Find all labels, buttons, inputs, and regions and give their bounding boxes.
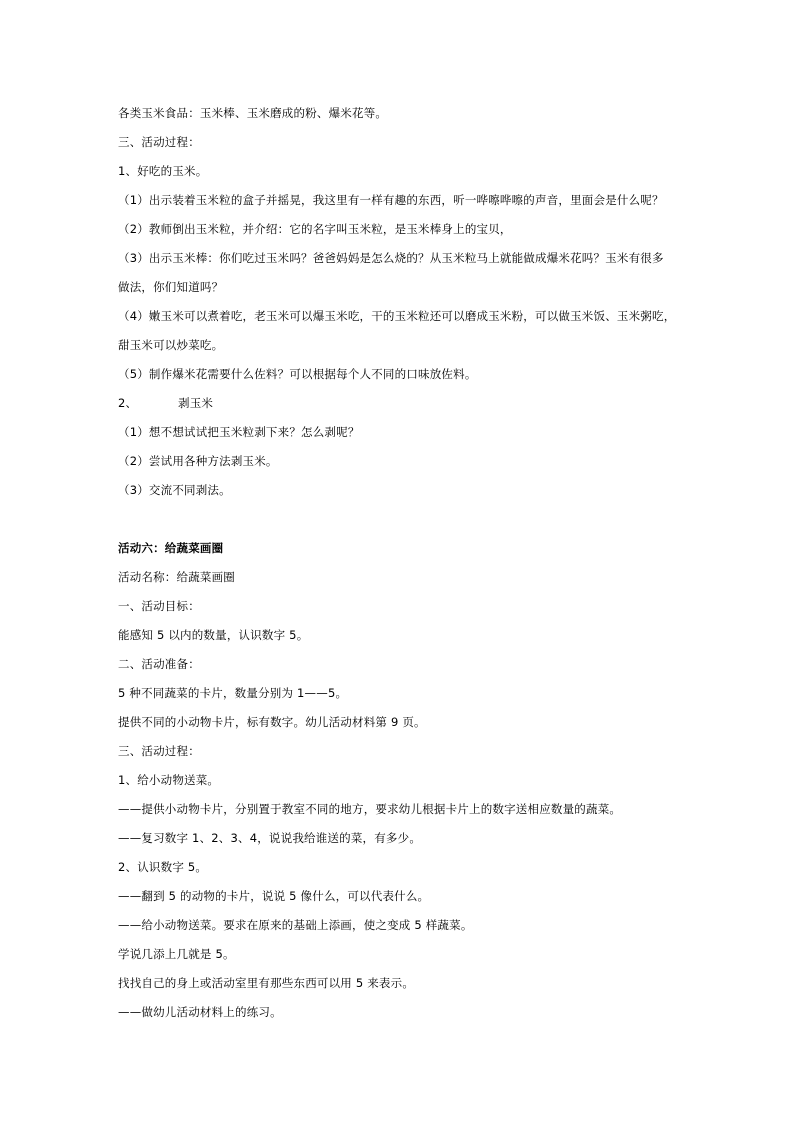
paragraph: （1）出示装着玉米粒的盒子并摇晃，我这里有一样有趣的东西，听一哗嚓哗嚓的声音，里面会是什么呢？ <box>118 193 664 207</box>
paragraph: 能感知 5 以内的数量，认识数字 5。 <box>118 628 309 642</box>
paragraph: ——翻到 5 的动物的卡片，说说 5 像什么，可以代表什么。 <box>118 889 430 903</box>
list-number: 2、 <box>118 396 138 410</box>
paragraph: 做法，你们知道吗？ <box>118 280 224 294</box>
paragraph: （5）制作爆米花需要什么佐料？可以根据每个人不同的口味放佐料。 <box>118 367 477 381</box>
paragraph: 2、认识数字 5。 <box>118 860 208 874</box>
paragraph: 5 种不同蔬菜的卡片，数量分别为 1——5。 <box>118 686 348 700</box>
paragraph: ——给小动物送菜。要求在原来的基础上添画，使之变成 5 样蔬菜。 <box>118 918 473 932</box>
paragraph <box>118 389 678 418</box>
section-heading: 一、活动目标： <box>118 599 200 613</box>
paragraph: ——复习数字 1、2、3、4，说说我给谁送的菜，有多少。 <box>118 831 422 845</box>
paragraph: 活动名称：给蔬菜画圈 <box>118 570 235 584</box>
paragraph: ——提供小动物卡片，分别置于教室不同的地方，要求幼儿根据卡片上的数字送相应数量的蔬菜。 <box>118 802 622 816</box>
list-text: 剥玉米 <box>178 396 214 410</box>
section-heading: 三、活动过程： <box>118 135 200 149</box>
activity-title: 活动六：给蔬菜画圈 <box>118 541 224 555</box>
paragraph: （1）想不想试试把玉米粒剥下来？怎么剥呢？ <box>118 425 360 439</box>
paragraph: 学说几添上几就是 5。 <box>118 947 235 961</box>
section-heading: 三、活动过程： <box>118 744 200 758</box>
paragraph: （3）交流不同剥法。 <box>118 483 231 497</box>
paragraph: （3）出示玉米棒：你们吃过玉米吗？爸爸妈妈是怎么烧的？从玉米粒马上就能做成爆米花吗？玉米有很多 <box>118 251 664 265</box>
section-heading: 二、活动准备： <box>118 657 200 671</box>
paragraph: （2）尝试用各种方法剥玉米。 <box>118 454 278 468</box>
paragraph: 提供不同的小动物卡片，标有数字。幼儿活动材料第 9 页。 <box>118 715 426 729</box>
paragraph: 甜玉米可以炒菜吃。 <box>118 338 224 352</box>
paragraph: 1、给小动物送菜。 <box>118 773 220 787</box>
paragraph: 1、好吃的玉米。 <box>118 164 208 178</box>
blank-line <box>118 505 678 534</box>
paragraph: （2）教师倒出玉米粒，并介绍：它的名字叫玉米粒，是玉米棒身上的宝贝， <box>118 222 512 236</box>
paragraph: 各类玉米食品：玉米棒、玉米磨成的粉、爆米花等。 <box>118 106 388 120</box>
paragraph: （4）嫩玉米可以煮着吃，老玉米可以爆玉米吃，干的玉米粒还可以磨成玉米粉，可以做玉米饭、玉米粥吃， <box>118 309 676 323</box>
paragraph: ——做幼儿活动材料上的练习。 <box>118 1005 282 1019</box>
paragraph: 找找自己的身上或活动室里有那些东西可以用 5 来表示。 <box>118 976 415 990</box>
document-body <box>118 99 678 1027</box>
